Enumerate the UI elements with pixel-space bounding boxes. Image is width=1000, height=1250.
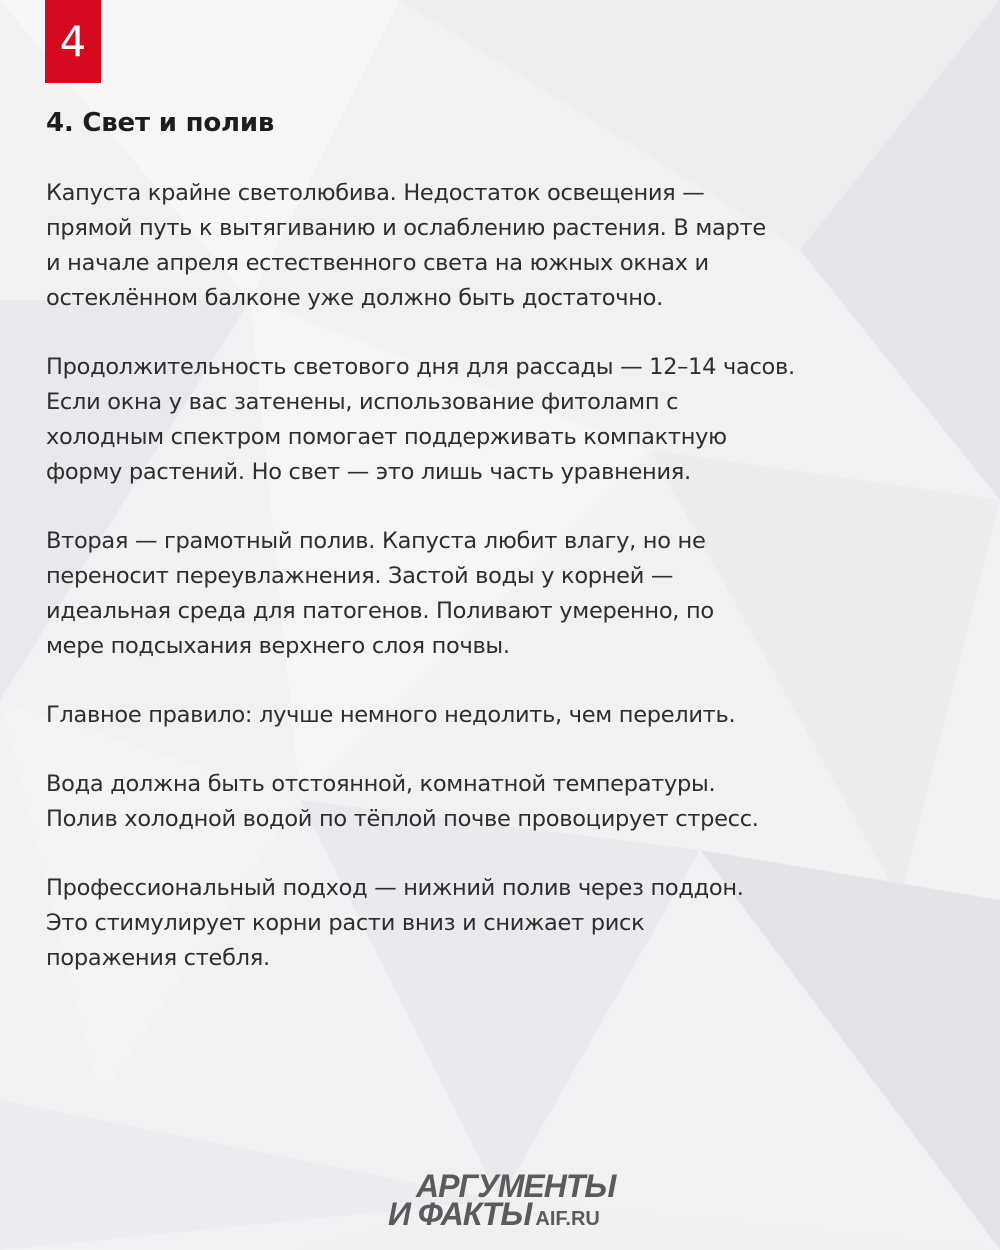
text-line: идеальная среда для патогенов. Поливают умеренно, по [46, 598, 714, 624]
text-line: Капуста крайне светолюбива. Недостаток освещения — [46, 180, 705, 206]
text-line: Вода должна быть отстоянной, комнатной температуры. [46, 771, 716, 797]
text-line: остеклённом балконе уже должно быть достаточно. [46, 285, 663, 311]
text-line: форму растений. Но свет — это лишь часть уравнения. [46, 459, 691, 485]
article [46, 108, 966, 1010]
text-line: Главное правило: лучше немного недолить, чем перелить. [46, 702, 736, 728]
text-line: Полив холодной водой по тёплой почве провоцирует стресс. [46, 806, 759, 832]
text-line: Продолжительность светового дня для рассады — 12–14 часов. [46, 354, 795, 380]
text-line: поражения стебля. [46, 945, 270, 971]
text-line: Вторая — грамотный полив. Капуста любит влагу, но не [46, 528, 706, 554]
logo-site: AIF.RU [535, 1208, 600, 1230]
text-line: прямой путь к вытягиванию и ослаблению растения. В марте [46, 215, 766, 241]
slide-number-badge: 4 [45, 0, 101, 83]
logo-line-2-text: И ФАКТЫ [388, 1196, 532, 1232]
aif-logo [388, 1168, 616, 1233]
paragraph-light [46, 176, 966, 316]
paragraph-water-temp [46, 767, 966, 837]
text-line: Если окна у вас затенены, использование фитоламп с [46, 389, 679, 415]
text-line: Это стимулирует корни расти вниз и снижает риск [46, 910, 645, 936]
paragraph-daylight [46, 350, 966, 490]
text-line: Профессиональный подход — нижний полив через поддон. [46, 875, 744, 901]
paragraph-bottom-watering [46, 871, 966, 976]
logo-line-2 [388, 1196, 615, 1233]
paragraph-watering [46, 524, 966, 664]
logo-line-1: АРГУМЕНТЫ [416, 1168, 616, 1204]
article-title: 4. Свет и полив [46, 108, 275, 138]
text-line: холодным спектром помогает поддерживать компактную [46, 424, 727, 450]
paragraph-main-rule [46, 698, 966, 733]
text-line: и начале апреля естественного света на южных окнах и [46, 250, 709, 276]
text-line: переносит переувлажнения. Застой воды у корней — [46, 563, 674, 589]
text-line: мере подсыхания верхнего слоя почвы. [46, 633, 510, 659]
